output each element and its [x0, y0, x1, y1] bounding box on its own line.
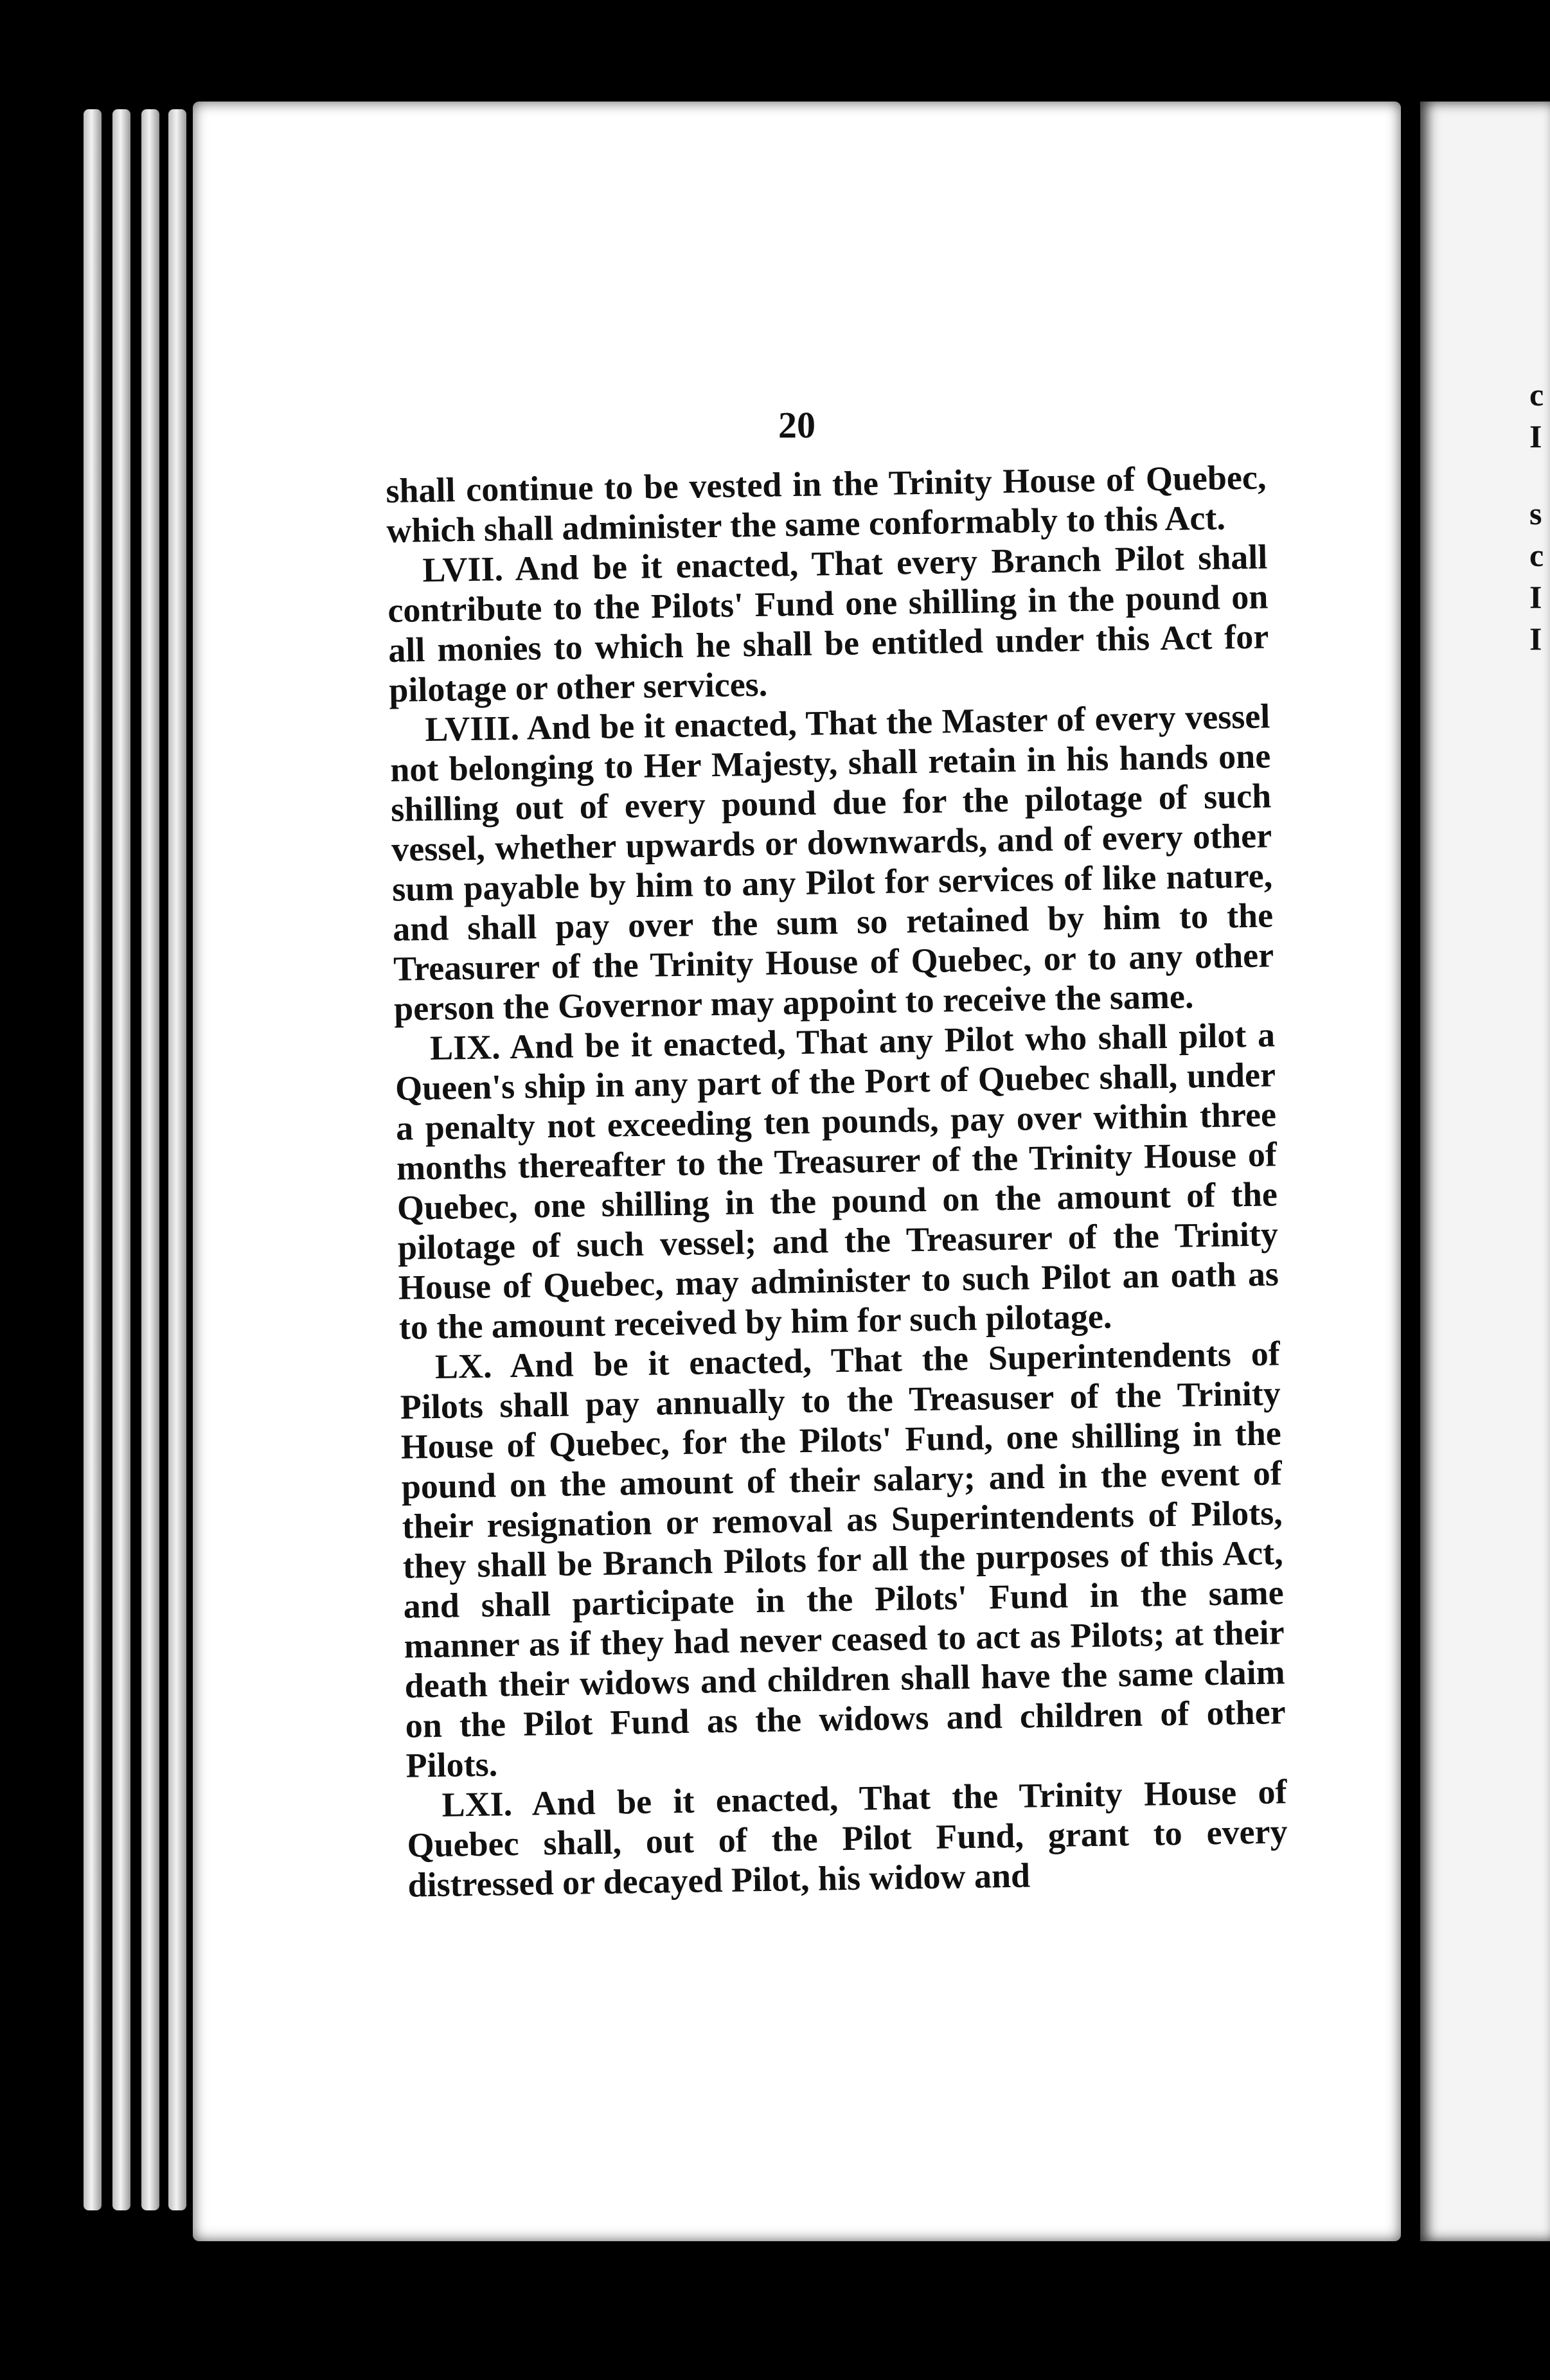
- facing-page-letter: c: [1529, 377, 1544, 413]
- page-number: 20: [778, 404, 815, 446]
- paragraph: LVIII. And be it enacted, That the Master of every vessel not belonging to Her Majesty, shall retain in his hands one shilling out of every pound due for the pilotage of such vessel, whether upwards or downwards, and of every other sum payable by him to any Pilot for services of like nature, and shall pay over the sum so retained by him to the Treasurer of the Trinity House of Quebec, or to any other person the Governor may appoint to receive the same.: [389, 697, 1274, 1028]
- page-text: [386, 457, 1288, 1905]
- book-page: [193, 102, 1401, 2241]
- page-edge: [168, 109, 186, 2210]
- page-edge: [141, 109, 159, 2210]
- paragraph: LIX. And be it enacted, That any Pilot who shall pilot a Queen's ship in any part of the Port of Quebec shall, under a penalty not exceeding ten pounds, pay over within three months thereafter to the Treasurer of the Trinity House of Quebec, one shilling in the pound on the amount of the pilotage of such vessel; and the Treasurer of the Trinity House of Quebec, may administer to such Pilot an oath as to the amount received by him for such pilotage.: [395, 1015, 1279, 1347]
- facing-page-letter: I: [1529, 621, 1542, 657]
- facing-page-letter: I: [1529, 579, 1542, 615]
- facing-page-letter: c: [1529, 537, 1544, 573]
- facing-page-letter: I: [1529, 418, 1542, 454]
- paragraph: LVII. And be it enacted, That every Branch Pilot shall contribute to the Pilots' Fund one shilling in the pound on all monies to which he shall be entitled under this Act for pilotage or other services.: [387, 537, 1269, 709]
- facing-page-letter: s: [1529, 495, 1542, 531]
- paragraph: LXI. And be it enacted, That the Trinity House of Quebec shall, out of the Pilot Fund, grant to every distressed or decayed Pilot, his widow and: [407, 1772, 1288, 1905]
- page-edge: [112, 109, 130, 2210]
- page-edge: [84, 109, 102, 2210]
- paragraph: LX. And be it enacted, That the Superintendents of Pilots shall pay annually to the Treasuser of the Trinity House of Quebec, for the Pilots' Fund, one shilling in the pound on the amount of their salary; and in the event of their resignation or removal as Superintendents of Pilots, they shall be Branch Pilots for all the purposes of this Act, and shall participate in the Pilots' Fund in the same manner as if they had never ceased to act as Pilots; at their death their widows and children shall have the same claim on the Pilot Fund as the widows and children of other Pilots.: [400, 1334, 1286, 1785]
- paragraph: shall continue to be vested in the Trinity House of Quebec, which shall administer the same conformably to this Act.: [386, 457, 1267, 550]
